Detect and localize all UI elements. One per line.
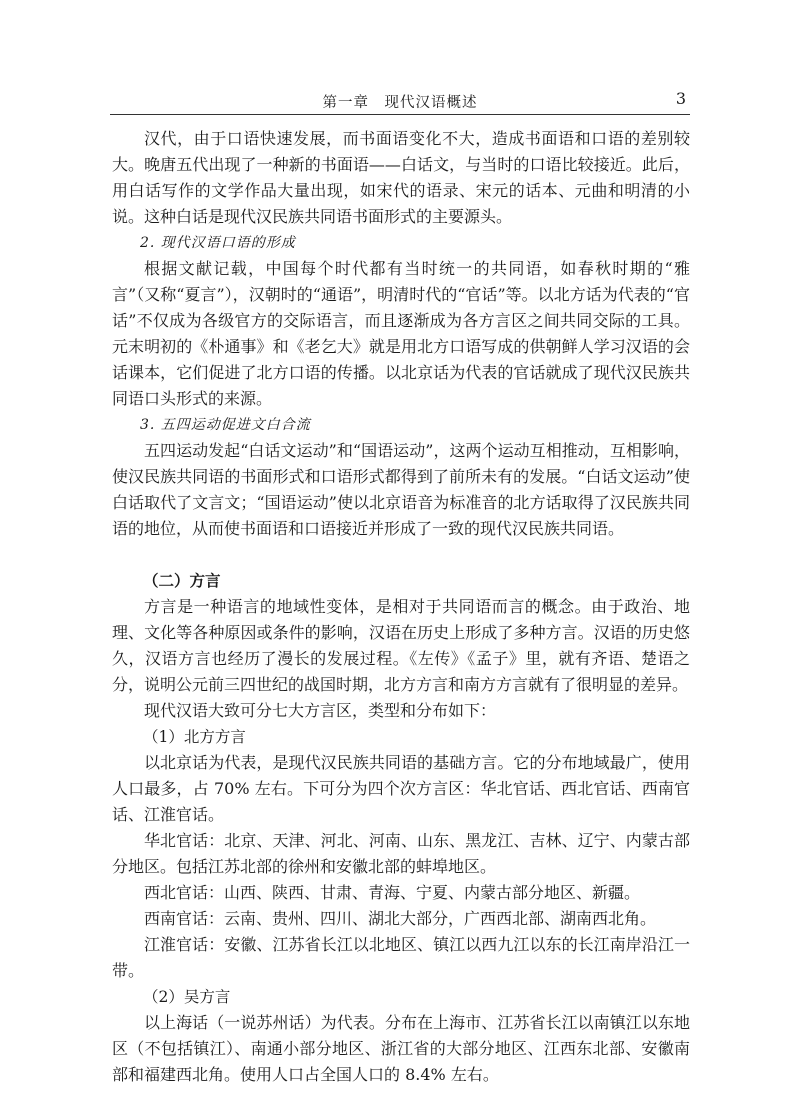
page-body xyxy=(112,126,690,1088)
subheading-oral-formation: 2. 现代汉语口语的形成 xyxy=(140,235,296,251)
paragraph-oral-formation: 根据文献记载，中国每个时代都有当时统一的共同语，如春秋时期的“雅言”（又称“夏言”），汉朝时的“通语”，明清时代的“官话”等。以北方话为代表的“官话”不仅成为各级官方的交际语言，而且逐渐成为各方言区之间共同交际的工具。元末明初的《朴通事》和《老乞大》就是用北方口语写成的供朝鲜人学习汉语的会话课本，它们促进了北方口语的传播。以北京话为代表的官话就成了现代汉民族共同语口头形式的来源。 xyxy=(112,259,690,408)
running-header xyxy=(110,88,690,115)
subheading-may-fourth: 3. 五四运动促进文白合流 xyxy=(140,417,311,433)
paragraph-northern-dialect: 以北京话为代表，是现代汉民族共同语的基础方言。它的分布地域最广，使用人口最多，占 70% 左右。下可分为四个次方言区：华北官话、西北官话、西南官话、江淮官话。 xyxy=(112,753,690,824)
paragraph-huabei-guanhua: 华北官话：北京、天津、河北、河南、山东、黑龙江、吉林、辽宁、内蒙古部分地区。包括江苏北部的徐州和安徽北部的蚌埠地区。 xyxy=(112,831,690,876)
paragraph-xinan-guanhua: 西南官话：云南、贵州、四川、湖北大部分，广西西北部、湖南西北角。 xyxy=(144,909,657,928)
section-heading-dialects: （二）方言 xyxy=(143,572,221,590)
item-northern-dialect: （1）北方方言 xyxy=(143,728,246,746)
paragraph-may-fourth: 五四运动发起“白话文运动”和“国语运动”，这两个运动互相推动，互相影响，使汉民族共同语的书面形式和口语形式都得到了前所未有的发展。“白话文运动”使白话取代了文言文；“国语运动”使以北京语音为标准音的北方话取得了汉民族共同语的地位，从而使书面语和口语接近并形成了一致的现代汉民族共同语。 xyxy=(112,441,690,538)
paragraph-bai-hua-origin: 汉代，由于口语快速发展，而书面语变化不大，造成书面语和口语的差别较大。晚唐五代出现了一种新的书面语——白话文，与当时的口语比较接近。此后，用白话写作的文学作品大量出现，如宋代的语录、宋元的话本、元曲和明清的小说。这种白话是现代汉民族共同语书面形式的主要源头。 xyxy=(112,129,690,226)
paragraph-seven-regions: 现代汉语大致可分七大方言区，类型和分布如下： xyxy=(144,701,497,720)
paragraph-xibei-guanhua: 西北官话：山西、陕西、甘肃、青海、宁夏、内蒙古部分地区、新疆。 xyxy=(144,883,641,902)
item-wu-dialect: （2）吴方言 xyxy=(143,988,231,1006)
paragraph-jianghuai-guanhua: 江淮官话：安徽、江苏省长江以北地区、镇江以西九江以东的长江南岸沿江一带。 xyxy=(112,935,690,980)
paragraph-dialect-definition: 方言是一种语言的地域性变体，是相对于共同语而言的概念。由于政治、地理、文化等各种原因或条件的影响，汉语在历史上形成了多种方言。汉语的历史悠久，汉语方言也经历了漫长的发展过程。《左传》《孟子》里，就有齐语、楚语之分，说明公元前三四世纪的战国时期，北方方言和南方方言就有了很明显的差异。 xyxy=(112,597,690,694)
page-number: 3 xyxy=(675,89,686,108)
paragraph-wu-dialect: 以上海话（一说苏州话）为代表。分布在上海市、江苏省长江以南镇江以东地区（不包括镇江）、南通小部分地区、浙江省的大部分地区、江西东北部、安徽南部和福建西北角。使用人口占全国人口的 8.4% 左右。 xyxy=(112,1013,690,1084)
chapter-title: 第一章 现代汉语概述 xyxy=(322,95,478,111)
